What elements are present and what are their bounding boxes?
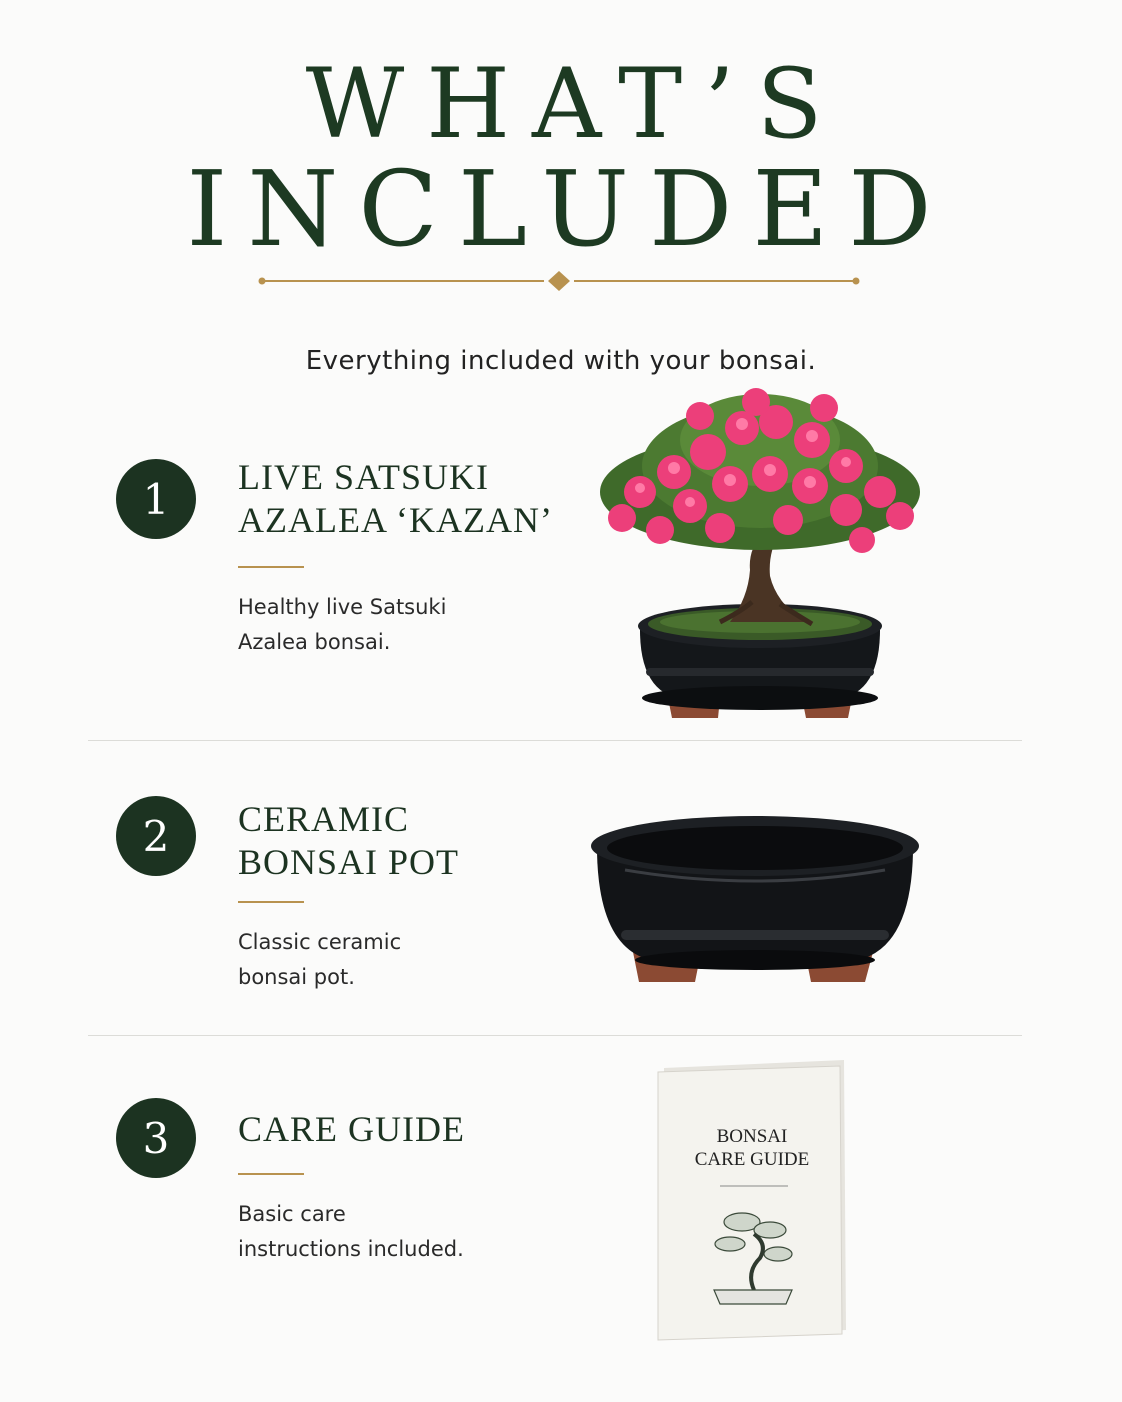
booklet-title-line-1: BONSAI (716, 1126, 788, 1147)
item-1-title-line-2: AZALEA ‘KAZAN’ (238, 500, 553, 540)
item-1-gold-rule (238, 566, 304, 568)
item-3-title (238, 1108, 465, 1151)
item-2-gold-rule (238, 901, 304, 903)
item-2-description (238, 925, 401, 995)
item-3-desc-line-1: Basic care (238, 1202, 346, 1226)
item-1-desc-line-2: Azalea bonsai. (238, 630, 391, 654)
headline-line-1: WHAT’S (305, 48, 845, 160)
item-1-title (238, 456, 553, 542)
item-1-description (238, 590, 446, 660)
item-2-title-line-2: BONSAI POT (238, 842, 460, 882)
section-separator-1 (88, 740, 1022, 741)
item-2-title (238, 798, 459, 884)
item-1-number-badge: 1 (116, 459, 196, 539)
item-1-desc-line-1: Healthy live Satsuki (238, 595, 447, 619)
item-3-description (238, 1197, 464, 1267)
ceramic-pot-image (585, 812, 925, 990)
care-guide-booklet-image (650, 1058, 856, 1344)
headline-line-2: INCLUDED (186, 148, 952, 270)
ornamental-divider (258, 268, 860, 294)
item-2-desc-line-2: bonsai pot. (238, 965, 355, 989)
item-3-desc-line-2: instructions included. (238, 1237, 464, 1261)
item-2-number-badge: 2 (116, 796, 196, 876)
item-2-desc-line-1: Classic ceramic (238, 930, 402, 954)
item-2-title-line-1: CERAMIC (238, 799, 410, 839)
booklet-title-line-2: CARE GUIDE (694, 1149, 810, 1170)
subtitle: Everything included with your bonsai. (305, 346, 817, 376)
item-1-title-line-1: LIVE SATSUKI (238, 457, 489, 497)
section-separator-2 (88, 1035, 1022, 1036)
item-3-title-line-1: CARE GUIDE (238, 1109, 465, 1149)
item-3-gold-rule (238, 1173, 304, 1175)
item-3-number-badge: 3 (116, 1098, 196, 1178)
azalea-bonsai-image (580, 380, 950, 730)
